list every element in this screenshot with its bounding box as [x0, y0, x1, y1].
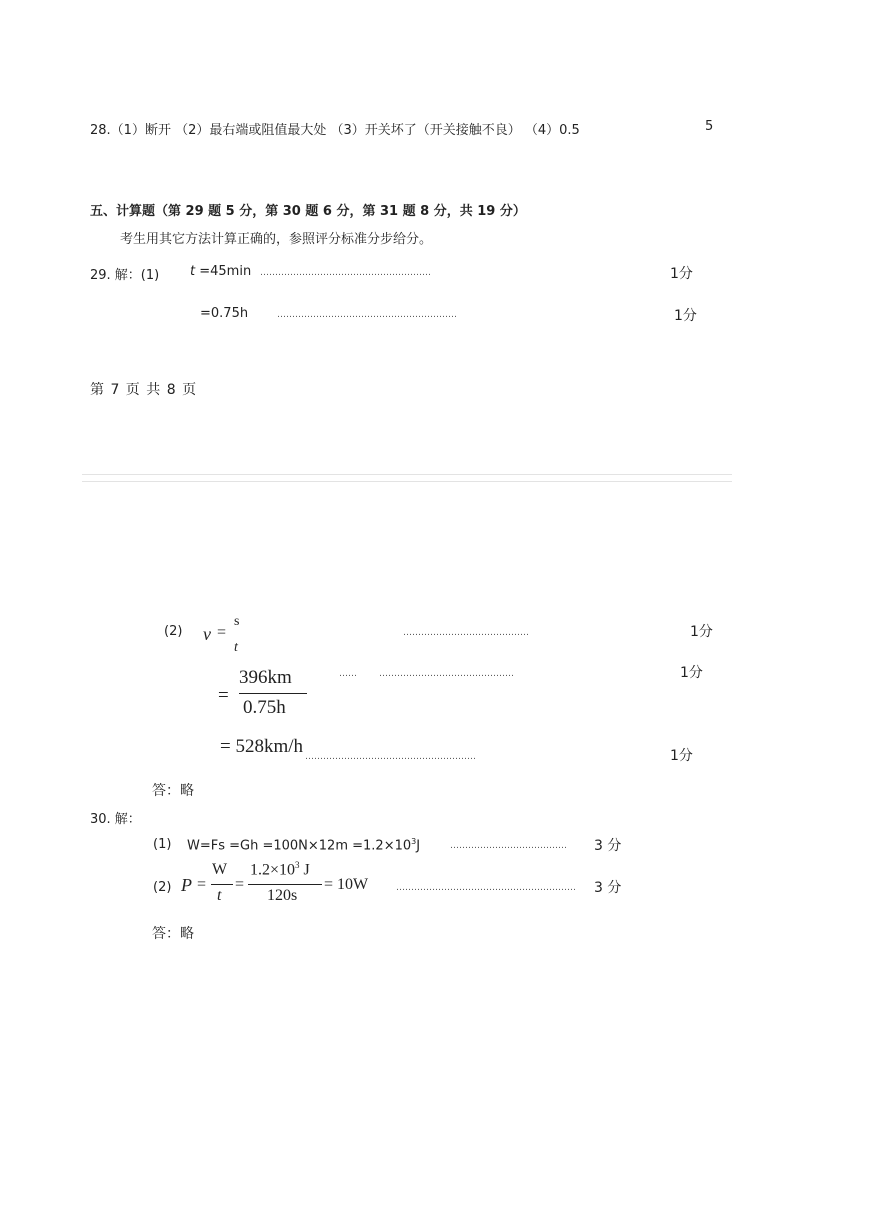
q29-calc-fraction-bar [239, 693, 307, 694]
q30-power-denominator: 120s [267, 887, 298, 904]
q29-answer: 答：略 [152, 783, 194, 799]
q29-label: 29. 解：(1) [90, 268, 160, 283]
q29-time-var: t [190, 264, 196, 279]
q30-power-symbol: P [181, 875, 192, 895]
q29-line1 [190, 264, 251, 279]
q30-power-numerator [250, 860, 310, 879]
section-note: 考生用其它方法计算正确的，参照评分标准分步给分。 [120, 232, 433, 247]
q30-part2-score: 3 分 [594, 880, 622, 896]
q30-power-result: = 10W [324, 876, 369, 893]
q29-velocity-symbol: v [203, 624, 211, 644]
q30-answer: 答：略 [152, 926, 194, 942]
q29-result-score: 1分 [670, 748, 693, 764]
q30-part1-score: 3 分 [594, 838, 622, 854]
q29-calc-denominator: 0.75h [243, 697, 286, 718]
q30-part2-label: (2) [153, 880, 172, 895]
q29-part2-label: (2) [164, 624, 183, 639]
q29-v-denominator: t [234, 640, 238, 655]
q30-part1-formula [187, 837, 420, 853]
q30-numerator-value: 1.2×10 [250, 861, 296, 879]
q30-part2-dots: …………………………………………………… [396, 883, 576, 893]
page-separator-bottom [82, 481, 732, 482]
q30-time-symbol: t [217, 887, 222, 904]
q29-result-dots: ………………………………………………… [305, 752, 476, 762]
q30-equals-1: = [197, 876, 207, 893]
q28-value-5: 5 [705, 119, 714, 134]
q29-calc-dots-b: ……………………………………… [379, 669, 514, 679]
q29-result: = 528km/h [220, 736, 304, 757]
q29-v-numerator: s [234, 614, 240, 629]
q30-numerator-exponent: 3 [295, 860, 300, 870]
q30-label: 30. 解： [90, 812, 141, 827]
q29-line2-score: 1分 [674, 308, 697, 324]
q29-equals: = [217, 624, 227, 641]
q29-time-value: =45min [195, 264, 252, 279]
q29-line1-score: 1分 [670, 266, 693, 282]
q29-v-dots: …………………………………… [403, 628, 529, 638]
q30-part1-dots: ………………………………… [450, 841, 567, 851]
q29-line2: =0.75h [200, 306, 249, 321]
page-separator-top [82, 474, 732, 475]
q29-v-score: 1分 [690, 624, 713, 640]
q30-fraction-bar-1 [211, 884, 233, 885]
q29-calc-numerator: 396km [239, 667, 292, 688]
page-number: 第 7 页 共 8 页 [90, 382, 198, 398]
q30-work-unit: J [416, 838, 421, 854]
q30-work-formula: W=Fs =Gh =100N×12m =1.2×10 [187, 838, 412, 854]
q29-line1-dots: ………………………………………………… [260, 268, 431, 278]
section-title: 五、计算题（第 29 题 5 分，第 30 题 6 分，第 31 题 8 分，共 19 分） [90, 204, 526, 219]
q30-equals-2: = [235, 876, 245, 893]
q29-line2-dots: …………………………………………………… [277, 310, 457, 320]
q30-work-symbol: W [212, 861, 228, 878]
q30-numerator-unit: J [299, 861, 310, 879]
q30-part1-label: (1) [153, 837, 172, 852]
q29-calc-dots-a: …… [339, 669, 357, 679]
q29-calc-equals: = [218, 685, 229, 706]
q30-work-exponent: 3 [411, 837, 417, 846]
q29-calc-score: 1分 [680, 665, 703, 681]
q30-fraction-bar-2 [248, 884, 322, 885]
q28-text: 28.（1）断开 （2）最右端或阻值最大处 （3）开关坏了（开关接触不良） （4）0.5 [90, 123, 580, 138]
